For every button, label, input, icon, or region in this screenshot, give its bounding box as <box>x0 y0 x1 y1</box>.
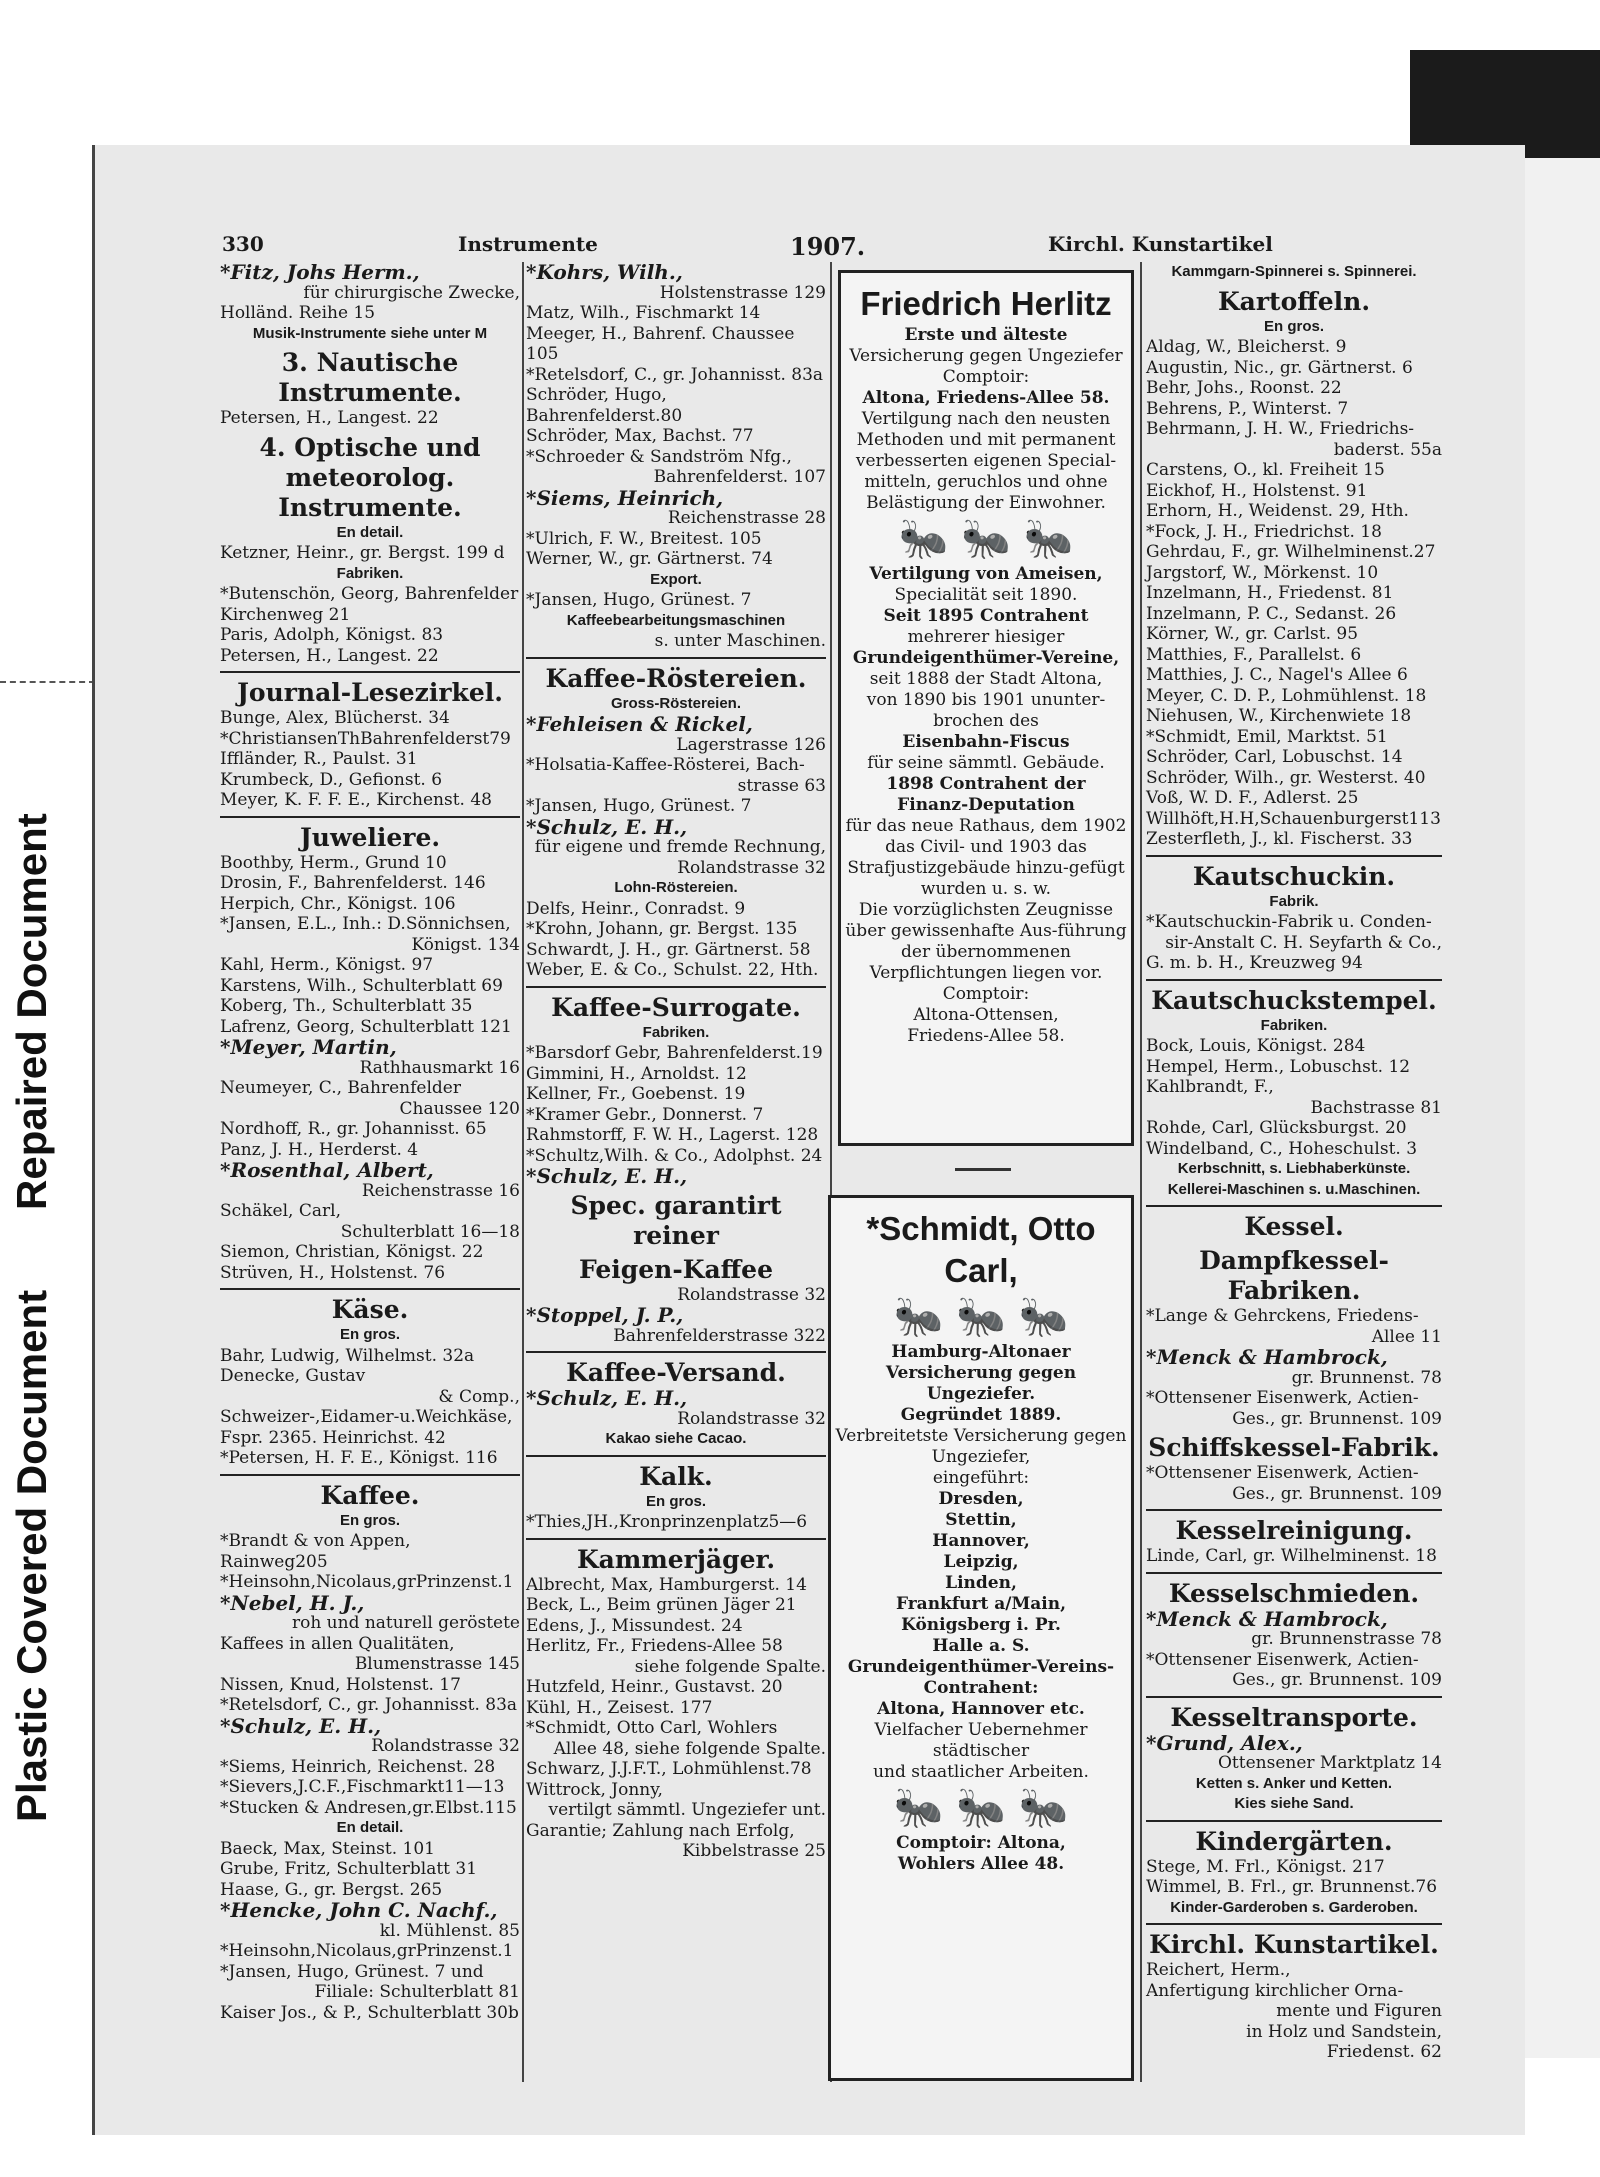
entry-line: Denecke, Gustav <box>220 1366 366 1386</box>
sub-heading: Kerbschnitt, s. Liebhaberkünste. <box>1177 1160 1411 1177</box>
entry-line: *Retelsdorf, C., gr. Johannisst. 83a <box>220 1695 518 1715</box>
entry-line: Kaffees in allen Qualitäten, <box>220 1633 455 1654</box>
entry-line: Behrens, P., Winterst. 7 <box>1146 398 1349 419</box>
advert-line: Linden, <box>945 1573 1017 1593</box>
entry-line: Voß, W. D. F., Adlerst. 25 <box>1146 788 1359 808</box>
section-rule <box>1146 1696 1442 1698</box>
entry-line: Schäkel, Carl, <box>220 1201 341 1221</box>
entry-line: *Menck & Hambrock, <box>1146 1345 1388 1369</box>
sub-heading: Kammgarn-Spinnerei s. Spinnerei. <box>1171 263 1417 280</box>
sub-heading: En gros. <box>1263 317 1324 335</box>
entry-line: Augustin, Nic., gr. Gärtnerst. 6 <box>1146 357 1413 378</box>
advert-line: Leipzig, <box>943 1552 1019 1572</box>
advert-line: Finanz-Deputation <box>897 795 1075 815</box>
advert-line: Stettin, <box>945 1510 1017 1530</box>
entry-line: Iffländer, R., Paulst. 31 <box>220 749 418 769</box>
entry-line: *Stucken & Andresen,gr.Elbst.115 <box>220 1797 517 1818</box>
entry-line: Neumeyer, C., Bahrenfelder <box>220 1078 461 1098</box>
advert-line: *Schmidt, Otto Carl, <box>866 1210 1096 1289</box>
sub-heading: Export. <box>650 570 702 588</box>
section-heading: Kaffee-Versand. <box>566 1358 786 1387</box>
entry-line: *Ottensener Eisenwerk, Actien- <box>1146 1649 1419 1670</box>
insect-illustration-icon: 🐜 🐜 🐜 <box>898 516 1074 562</box>
sub-heading: Lohn-Röstereien. <box>614 879 738 896</box>
advert-line: Friedens-Allee 58. <box>907 1026 1065 1046</box>
section-heading: Kaffee. <box>320 1480 420 1510</box>
advert-line: 1898 Contrahent der <box>886 774 1086 794</box>
column-rule <box>1140 262 1142 2082</box>
side-label-plastic: Plastic Covered Document <box>8 1289 55 1822</box>
entry-line: Bunge, Alex, Blücherst. 34 <box>220 708 450 728</box>
advert-line: Gegründet 1889. <box>900 1405 1062 1425</box>
entry-line: *Kramer Gebr., Donnerst. 7 <box>526 1104 764 1125</box>
entry-line: Chaussee 120 <box>399 1098 520 1119</box>
entry-line: Baeck, Max, Steinst. 101 <box>220 1838 435 1859</box>
advert-line: Friedrich Herlitz <box>860 285 1112 322</box>
section-heading: Kesselschmieden. <box>1168 1578 1420 1608</box>
section-heading: Kartoffeln. <box>1217 286 1371 316</box>
section-rule <box>1146 1205 1442 1207</box>
entry-line: *Rosenthal, Albert, <box>220 1158 434 1182</box>
entry-line: *Ulrich, F. W., Breitest. 105 <box>526 528 762 549</box>
section-heading: 4. Optische und meteorolog. Instrumente. <box>259 432 481 522</box>
entry-line: *Krohn, Johann, gr. Bergst. 135 <box>526 919 798 939</box>
entry-line: Linde, Carl, gr. Wilhelminenst. 18 <box>1146 1546 1437 1566</box>
entry-line: gr. Brunnenst. 78 <box>1291 1367 1442 1388</box>
section-heading: Kaffee-Surrogate. <box>551 992 801 1022</box>
entry-line: *Stoppel, J. P., <box>526 1303 684 1327</box>
section-rule <box>220 1288 520 1290</box>
section-rule <box>526 1538 826 1540</box>
entry-line: Garantie; Zahlung nach Erfolg, <box>526 1820 795 1841</box>
entry-line: Lafrenz, Georg, Schulterblatt 121 <box>220 1016 512 1037</box>
entry-line: *Siems, Heinrich, Reichenst. 28 <box>220 1756 496 1777</box>
entry-line: baderst. 55a <box>1333 439 1442 460</box>
entry-line: Grube, Fritz, Schulterblatt 31 <box>220 1859 478 1879</box>
entry-line: Inzelmann, P. C., Sedanst. 26 <box>1146 603 1397 624</box>
entry-line: Meeger, H., Bahrenf. Chaussee 105 <box>526 323 795 364</box>
entry-line: Kahl, Herm., Königst. 97 <box>220 955 434 975</box>
advert-line: eingeführt: <box>932 1468 1030 1488</box>
entry-line: Gimmini, H., Arnoldst. 12 <box>526 1063 747 1084</box>
entry-line: für eigene und fremde Rechnung, <box>534 837 826 857</box>
entry-line: Erhorn, H., Weidenst. 29, Hth. <box>1146 501 1409 521</box>
entry-line: Edens, J., Missundest. 24 <box>526 1615 743 1636</box>
entry-line: Petersen, H., Langest. 22 <box>220 645 439 666</box>
header-year: 1907. <box>790 232 866 261</box>
dashed-divider <box>0 681 95 683</box>
insect-illustration-icon: 🐜 🐜 🐜 <box>893 1294 1069 1340</box>
entry-line: Karstens, Wilh., Schulterblatt 69 <box>220 975 503 996</box>
entry-line: *Retelsdorf, C., gr. Johannisst. 83a <box>526 364 824 385</box>
advert-line: Die vorzüglichsten Zeugnisse über gewissenhafte Aus-führung der übernommenen Verpflichtungen liegen vor. <box>845 900 1127 983</box>
advert-separator <box>955 1168 1011 1171</box>
sub-heading: Ketten s. Anker und Ketten. <box>1195 1774 1393 1792</box>
entry-line: *Ottensener Eisenwerk, Actien- <box>1146 1388 1419 1408</box>
entry-line: *Jansen, Hugo, Grünest. 7 <box>526 796 752 816</box>
entry-line: Bachstrasse 81 <box>1310 1097 1442 1118</box>
section-rule <box>1146 1509 1442 1511</box>
entry-line: Rahmstorff, F. W. H., Lagerst. 128 <box>526 1125 819 1145</box>
entry-line: *Meyer, Martin, <box>220 1035 397 1059</box>
advert-line: Königsberg i. Pr. <box>901 1615 1061 1635</box>
entry-line: Anfertigung kirchlicher Orna- <box>1146 1980 1404 2001</box>
sub-heading: Fabriken. <box>642 1023 710 1041</box>
entry-line: Aldag, W., Bleicherst. 9 <box>1146 337 1347 357</box>
scan-edge-block <box>1410 50 1600 158</box>
entry-line: Rolandstrasse 32 <box>677 1408 826 1429</box>
entry-line: Ketzner, Heinr., gr. Bergst. 199 d <box>220 543 505 563</box>
entry-line: Kellner, Fr., Goebenst. 19 <box>526 1084 746 1104</box>
section-rule <box>1146 1923 1442 1925</box>
advert-line: Altona, Hannover etc. <box>877 1699 1085 1719</box>
entry-line: Nordhoff, R., gr. Johannisst. 65 <box>220 1119 487 1139</box>
column-1 <box>220 262 520 2023</box>
advert-line: für seine sämmtl. Gebäude. <box>867 753 1105 773</box>
advert-line: und staatlicher Arbeiten. <box>873 1762 1089 1782</box>
entry-line: *Siems, Heinrich, <box>526 485 724 510</box>
section-heading: 3. Nautische Instrumente. <box>278 348 462 407</box>
entry-line: *Schultz,Wilh. & Co., Adolphst. 24 <box>526 1145 823 1166</box>
entry-line: Kahlbrandt, F., <box>1146 1077 1274 1097</box>
section-heading: Kammerjäger. <box>576 1544 776 1574</box>
section-heading: Kirchl. Kunstartikel. <box>1149 1930 1439 1959</box>
entry-line: *Barsdorf Gebr, Bahrenfelderst.19 <box>526 1043 823 1063</box>
entry-line: Behrmann, J. H. W., Friedrichs- <box>1146 419 1415 439</box>
entry-line: Ges., gr. Brunnenst. 109 <box>1232 1483 1442 1504</box>
entry-line: Königst. 134 <box>411 934 520 955</box>
entry-line: Blumenstrasse 145 <box>354 1654 520 1674</box>
entry-line: *Schulz, E. H., <box>526 1164 688 1188</box>
advert-line: für das neue Rathaus, dem 1902 das Civil- und 1903 das Strafjustizgebäude hinzu-gefügt wurden u. s. w. <box>845 816 1127 899</box>
entry-line: Weber, E. & Co., Schulst. 22, Hth. <box>526 960 819 980</box>
entry-line: Nissen, Knud, Holstenst. 17 <box>220 1674 461 1695</box>
entry-line: Ottensener Marktplatz 14 <box>1217 1753 1442 1773</box>
entry-line: *Heinsohn,Nicolaus,grPrinzenst.1 <box>220 1941 514 1961</box>
entry-line: Kibbelstrasse 25 <box>682 1841 826 1861</box>
section-heading: Kesselreinigung. <box>1175 1516 1413 1545</box>
advert-line: von 1890 bis 1901 ununter-brochen des <box>866 690 1106 731</box>
entry-line: Bahrenfelderstrasse 322 <box>613 1325 826 1346</box>
entry-line: Hutzfeld, Heinr., Gustavst. 20 <box>526 1677 783 1697</box>
advert-line: Versicherung gegen Ungeziefer <box>849 346 1123 366</box>
entry-line: Matz, Wilh., Fischmarkt 14 <box>526 303 761 323</box>
entry-line: *Jansen, E.L., Inh.: D.Sönnichsen, <box>220 914 511 934</box>
advert-line: Vertilgung nach den neusten Methoden und mit permanent verbesserten eigenen Special-mitteln, geruchlos und ohne Belästigung der Einwohner. <box>855 409 1117 513</box>
entry-line: Lagerstrasse 126 <box>676 734 826 755</box>
entry-line: Carstens, O., kl. Freiheit 15 <box>1146 460 1385 480</box>
entry-line: Meyer, C. D. P., Lohmühlenst. 18 <box>1146 685 1427 706</box>
advert-line: Vertilgung von Ameisen, <box>869 564 1103 584</box>
entry-line: *Schulz, E. H., <box>220 1713 382 1738</box>
entry-line: Körner, W., gr. Carlst. 95 <box>1146 624 1359 644</box>
sub-heading: En gros. <box>339 1511 400 1529</box>
entry-line: Koberg, Th., Schulterblatt 35 <box>220 996 473 1016</box>
advert-line: Hamburg-Altonaer Versicherung gegen Ungeziefer. <box>885 1342 1077 1404</box>
advert-line: seit 1888 der Stadt Altona, <box>869 669 1103 689</box>
entry-line: in Holz und Sandstein, <box>1246 2021 1442 2042</box>
entry-line: & Comp., <box>438 1386 520 1407</box>
section-rule <box>526 657 826 659</box>
sub-heading: Fabrik. <box>1269 892 1319 910</box>
entry-line: Niehusen, W., Kirchenwiete 18 <box>1146 706 1412 726</box>
section-rule <box>526 1351 826 1353</box>
entry-line: *Schulz, E. H., <box>526 814 688 839</box>
section-heading: Kautschuckstempel. <box>1151 985 1437 1015</box>
entry-line: Wittrock, Jonny, <box>526 1779 663 1800</box>
entry-line: Schröder, Wilh., gr. Westerst. 40 <box>1146 767 1426 788</box>
entry-line: sir-Anstalt C. H. Seyfarth & Co., <box>1165 932 1442 953</box>
advert-line: Comptoir: Altona, <box>896 1833 1066 1853</box>
sub-heading: Kaffeebearbeitungsmaschinen <box>566 611 786 629</box>
entry-line: Schwardt, J. H., gr. Gärtnerst. 58 <box>526 939 811 960</box>
column-2 <box>526 262 826 1862</box>
sub-heading: Kinder-Garderoben s. Garderoben. <box>1170 1898 1418 1916</box>
column-4 <box>1146 262 1442 2063</box>
entry-line: Paris, Adolph, Königst. 83 <box>220 625 444 645</box>
entry-line: Petersen, H., Langest. 22 <box>220 408 439 428</box>
advert-line: Halle a. S. <box>932 1636 1030 1656</box>
section-heading: Spec. garantirt reiner <box>570 1190 782 1250</box>
entry-line: Holländ. Reihe 15 <box>220 303 376 323</box>
entry-line: *Ottensener Eisenwerk, Actien- <box>1146 1463 1419 1483</box>
entry-line: *Lange & Gehrckens, Friedens- <box>1146 1306 1419 1326</box>
entry-line: Kühl, H., Zeisest. 177 <box>526 1697 713 1718</box>
entry-line: *Kautschuckin-Fabrik u. Conden- <box>1146 912 1432 932</box>
advert-line: Comptoir: <box>942 367 1030 387</box>
section-rule <box>220 671 520 673</box>
entry-line: Strüven, H., Holstenst. 76 <box>220 1262 446 1283</box>
section-heading: Schiffskessel-Fabrik. <box>1148 1433 1440 1462</box>
entry-line: Behr, Johs., Roonst. 22 <box>1146 378 1342 398</box>
section-heading: Feigen-Kaffee <box>579 1254 773 1284</box>
entry-line: Schröder, Carl, Lobuschst. 14 <box>1146 747 1403 767</box>
entry-line: Ges., gr. Brunnenst. 109 <box>1232 1408 1442 1429</box>
entry-line: G. m. b. H., Kreuzweg 94 <box>1146 953 1363 973</box>
entry-line: *Butenschön, Georg, Bahrenfelder <box>220 584 519 604</box>
entry-line: Ges., gr. Brunnenst. 109 <box>1232 1670 1442 1690</box>
entry-line: Filiale: Schulterblatt 81 <box>314 1982 520 2002</box>
advert-line: Dresden, <box>938 1489 1024 1509</box>
page-number: 330 <box>222 232 264 256</box>
advert-schmidt <box>828 1195 1134 2081</box>
entry-line: *Nebel, H. J., <box>220 1590 365 1615</box>
sub-heading: Fabriken. <box>1260 1016 1328 1034</box>
entry-line: strasse 63 <box>737 775 826 796</box>
entry-line: *ChristiansenThBahrenfelderst79 <box>220 728 511 749</box>
entry-line: kl. Mühlenst. 85 <box>379 1920 520 1941</box>
entry-line: Herlitz, Fr., Friedens-Allee 58 <box>526 1636 783 1656</box>
entry-line: für chirurgische Zwecke, <box>303 282 520 303</box>
sub-heading: Gross-Röstereien. <box>610 694 742 712</box>
header-right: Kirchl. Kunstartikel <box>1048 232 1273 256</box>
entry-line: *Fock, J. H., Friedrichst. 18 <box>1146 521 1382 542</box>
header-left: Instrumente <box>458 232 598 256</box>
entry-line: Kaiser Jos., & P., Schulterblatt 30b <box>220 2002 519 2023</box>
insect-illustration-icon: 🐜 🐜 🐜 <box>893 1785 1069 1831</box>
advert-line: Hannover, <box>932 1531 1030 1551</box>
entry-line: Friedenst. 62 <box>1326 2042 1442 2062</box>
section-heading: Kaffee-Röstereien. <box>545 663 807 693</box>
section-heading: Kindergärten. <box>1195 1826 1393 1856</box>
entry-line: Zesterfleth, J., kl. Fischerst. 33 <box>1146 829 1413 849</box>
entry-line: Bahrenfelderst. 107 <box>653 467 826 487</box>
section-heading: Journal-Lesezirkel. <box>237 678 503 707</box>
section-heading: Kalk. <box>639 1461 713 1491</box>
section-rule <box>1146 1572 1442 1574</box>
entry-line: Bahr, Ludwig, Wilhelmst. 32a <box>220 1345 475 1366</box>
entry-line: *Schroeder & Sandström Nfg., <box>526 446 792 467</box>
entry-line: Schröder, Hugo, Bahrenfelderst.80 <box>526 385 683 426</box>
entry-line: *Grund, Alex., <box>1146 1730 1303 1755</box>
sub-heading: En gros. <box>339 1326 400 1343</box>
entry-line: Wimmel, B. Frl., gr. Brunnenst.76 <box>1146 1877 1438 1897</box>
entry-line: Hempel, Herm., Lobuschst. 12 <box>1146 1056 1411 1077</box>
advert-line: Seit 1895 Contrahent <box>883 606 1089 626</box>
advert-line: Comptoir: <box>942 984 1030 1004</box>
entry-line: Drosin, F., Bahrenfelderst. 146 <box>220 873 486 893</box>
entry-line: Schröder, Max, Bachst. 77 <box>526 426 754 446</box>
entry-line: Inzelmann, H., Friedenst. 81 <box>1146 583 1394 603</box>
entry-line: Matthies, J. C., Nagel's Allee 6 <box>1146 665 1408 685</box>
entry-line: Kirchenweg 21 <box>220 604 351 625</box>
advert-line: Altona, Friedens-Allee 58. <box>862 388 1110 408</box>
section-rule <box>1146 979 1442 981</box>
advert-line: Specialität seit 1890. <box>894 585 1078 605</box>
entry-line: Gehrdau, F., gr. Wilhelminenst.27 <box>1146 542 1436 562</box>
entry-line: Reichenstrasse 28 <box>667 508 826 528</box>
entry-line: *Petersen, H. F. E., Königst. 116 <box>220 1448 498 1468</box>
sub-heading: Musik-Instrumente siehe unter M <box>252 324 488 342</box>
entry-line: Herpich, Chr., Königst. 106 <box>220 893 456 914</box>
advert-line: Altona-Ottensen, <box>913 1005 1059 1025</box>
entry-line: Schulterblatt 16—18 <box>340 1221 520 1242</box>
entry-line: Jargstorf, W., Mörkenst. 10 <box>1146 562 1379 583</box>
entry-line: Allee 11 <box>1371 1326 1442 1347</box>
column-rule <box>522 262 524 2082</box>
entry-line: Bock, Louis, Königst. 284 <box>1146 1036 1366 1056</box>
advert-line: Erste und älteste <box>904 325 1068 345</box>
entry-line: *Heinsohn,Nicolaus,grPrinzenst.1 <box>220 1572 514 1592</box>
entry-line: *Kohrs, Wilh., <box>526 260 683 284</box>
entry-line: *Jansen, Hugo, Grünest. 7 <box>526 590 752 610</box>
section-rule <box>1146 1820 1442 1822</box>
section-heading: Juweliere. <box>299 822 441 852</box>
entry-line: Rohde, Carl, Glücksburgst. 20 <box>1146 1118 1407 1138</box>
entry-line: Werner, W., gr. Gärtnerst. 74 <box>526 549 773 569</box>
section-heading: Dampfkessel-Fabriken. <box>1199 1246 1389 1305</box>
entry-line: Schweizer-,Eidamer-u.Weichkäse, <box>220 1407 513 1427</box>
entry-line: Delfs, Heinr., Conradst. 9 <box>526 898 746 919</box>
advert-line: Frankfurt a/Main, <box>895 1594 1067 1614</box>
entry-line: *Schmidt, Otto Carl, Wohlers <box>526 1718 778 1738</box>
side-label-repaired: Repaired Document <box>8 813 55 1210</box>
next-page-edge <box>1520 158 1600 2058</box>
entry-line: *Schulz, E. H., <box>526 1386 688 1410</box>
entry-line: *Schmidt, Emil, Marktst. 51 <box>1146 726 1388 747</box>
entry-line: Schwarz, J.J.F.T., Lohmühlenst.78 <box>526 1759 812 1779</box>
entry-line: mente und Figuren <box>1276 2001 1442 2021</box>
entry-line: Panz, J. H., Herderst. 4 <box>220 1139 419 1160</box>
entry-line: Rolandstrasse 32 <box>677 857 826 878</box>
sub-heading: En gros. <box>645 1492 706 1510</box>
sub-heading: Fabriken. <box>336 564 404 582</box>
section-rule <box>526 1455 826 1457</box>
section-rule <box>220 816 520 818</box>
section-rule <box>220 1474 520 1476</box>
advert-line: Verbreitetste Versicherung gegen Ungeziefer, <box>835 1426 1127 1467</box>
entry-line: *Menck & Hambrock, <box>1146 1606 1388 1631</box>
entry-line: Windelband, C., Hoheschulst. 3 <box>1146 1138 1418 1159</box>
entry-line: Holstenstrasse 129 <box>659 282 826 303</box>
entry-line: Matthies, F., Parallelst. 6 <box>1146 644 1362 665</box>
sub-heading: Kakao siehe Cacao. <box>605 1430 747 1447</box>
section-heading: Kautschuckin. <box>1192 861 1396 891</box>
entry-line: Eickhof, H., Holstenst. 91 <box>1146 480 1368 501</box>
entry-line: *Fitz, Johs Herm., <box>220 260 420 284</box>
entry-line: Haase, G., gr. Bergst. 265 <box>220 1879 443 1900</box>
advert-line: Eisenbahn-Fiscus <box>902 732 1070 752</box>
advert-line: Grundeigenthümer-Vereins-Contrahent: <box>847 1657 1115 1698</box>
advert-line: Wohlers Allee 48. <box>897 1854 1065 1874</box>
entry-line: Rolandstrasse 32 <box>677 1284 826 1305</box>
advert-herlitz <box>838 270 1134 1146</box>
entry-line: *Holsatia-Kaffee-Rösterei, Bach- <box>526 755 805 775</box>
sub-heading: En detail. <box>336 523 404 541</box>
entry-line: *Brandt & von Appen, Rainweg205 <box>220 1531 411 1572</box>
section-rule <box>1146 855 1442 857</box>
entry-line: Willhöft,H.H,Schauenburgerst113 <box>1146 808 1441 829</box>
entry-line: *Jansen, Hugo, Grünest. 7 und <box>220 1961 484 1982</box>
advert-line: Grundeigenthümer-Vereine, <box>852 648 1120 668</box>
entry-line: Fspr. 2365. Heinrichst. 42 <box>220 1427 446 1448</box>
entry-line: Rolandstrasse 32 <box>371 1736 520 1756</box>
sub-heading: Kellerei-Maschinen s. u.Maschinen. <box>1167 1180 1421 1198</box>
advert-line: Vielfacher Uebernehmer städtischer <box>874 1720 1088 1761</box>
entry-line: gr. Brunnenstrasse 78 <box>1251 1629 1442 1649</box>
entry-line: *Fehleisen & Rickel, <box>526 712 753 736</box>
entry-line: vertilgt sämmtl. Ungeziefer unt. <box>548 1800 826 1820</box>
entry-line: Siemon, Christian, Königst. 22 <box>220 1242 484 1262</box>
entry-line: siehe folgende Spalte. <box>634 1656 826 1677</box>
entry-line: Reichenstrasse 16 <box>361 1180 520 1201</box>
entry-line: Krumbeck, D., Gefionst. 6 <box>220 769 443 790</box>
entry-line: *Sievers,J.C.F.,Fischmarkt11—13 <box>220 1777 505 1797</box>
section-heading: Kesseltransporte. <box>1170 1702 1418 1732</box>
entry-line: roh und naturell geröstete <box>291 1613 520 1633</box>
entry-line: Stege, M. Frl., Königst. 217 <box>1146 1856 1385 1877</box>
entry-line: Rathhausmarkt 16 <box>359 1057 520 1078</box>
section-rule <box>526 986 826 988</box>
entry-line: Meyer, K. F. F. E., Kirchenst. 48 <box>220 790 492 810</box>
advert-line: mehrerer hiesiger <box>907 627 1065 647</box>
entry-line: Reichert, Herm., <box>1146 1960 1291 1980</box>
sub-heading: En detail. <box>336 1819 404 1836</box>
section-heading: Käse. <box>331 1295 409 1324</box>
entry-line: Beck, L., Beim grünen Jäger 21 <box>526 1595 797 1615</box>
entry-line: s. unter Maschinen. <box>654 631 826 651</box>
entry-line: Allee 48, siehe folgende Spalte. <box>553 1738 826 1759</box>
entry-line: *Hencke, John C. Nachf., <box>220 1898 498 1922</box>
entry-line: Albrecht, Max, Hamburgerst. 14 <box>526 1574 807 1595</box>
entry-line: *Thies,JH.,Kronprinzenplatz5—6 <box>526 1512 808 1532</box>
sub-heading: Kies siehe Sand. <box>1234 1795 1354 1812</box>
entry-line: Boothby, Herm., Grund 10 <box>220 852 447 873</box>
section-heading: Kessel. <box>1244 1212 1344 1241</box>
